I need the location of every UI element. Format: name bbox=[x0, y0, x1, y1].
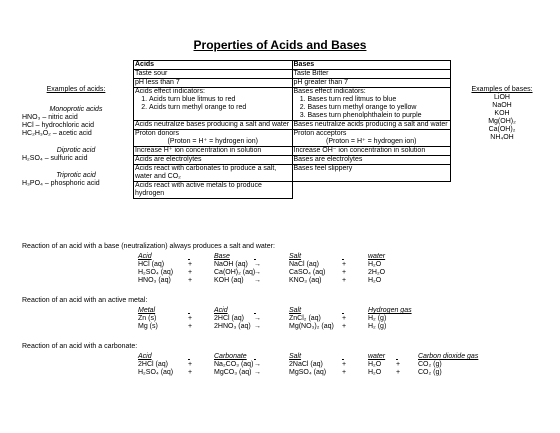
reaction-term: H₂SO₄ (aq) bbox=[138, 369, 174, 376]
reaction-column bbox=[418, 353, 478, 377]
reaction-term: + bbox=[188, 269, 193, 276]
acid-example: HNO₃ – nitric acid bbox=[22, 114, 78, 121]
reaction-term: → bbox=[254, 323, 261, 330]
acid-group bbox=[22, 106, 130, 138]
acid-property bbox=[134, 88, 293, 121]
reaction-column-header bbox=[188, 353, 192, 361]
reaction-column bbox=[138, 253, 173, 285]
reaction-term: H₂O bbox=[368, 261, 382, 268]
acid-example: HC₂H₃O₂ – acetic acid bbox=[22, 130, 92, 137]
reaction-term: H₂ (g) bbox=[368, 315, 387, 322]
indicator-item: 3. Bases turn phenolphthalein to purple bbox=[308, 112, 450, 120]
reaction-term: NaOH (aq) bbox=[214, 261, 248, 268]
property-text: Taste Bitter bbox=[293, 70, 329, 77]
page-title: Properties of Acids and Bases bbox=[193, 38, 367, 52]
property-text: Proton donors bbox=[135, 130, 179, 137]
reaction-column-header: Acid bbox=[138, 353, 152, 360]
reaction-title: Reaction of an acid with a base (neutralization) always produces a salt and water: bbox=[22, 243, 275, 250]
reaction-term: + bbox=[342, 323, 347, 330]
reaction-column bbox=[214, 253, 255, 285]
reaction-term: + bbox=[396, 361, 401, 368]
acid-group bbox=[22, 172, 130, 188]
reaction-term: + bbox=[342, 361, 347, 368]
reaction-term: 2HCl (aq) bbox=[138, 361, 168, 368]
property-text: pH less than 7 bbox=[135, 79, 180, 86]
reaction-term: + bbox=[342, 261, 347, 268]
acids-header: Acids bbox=[134, 61, 293, 70]
property-text: Acids react with carbonates to produce a salt, water and CO₂ bbox=[135, 165, 277, 180]
acid-examples-heading: Examples of acids: bbox=[46, 86, 106, 93]
reaction-term: + bbox=[188, 277, 193, 284]
reaction-term: ZnCl₂ (aq) bbox=[289, 315, 321, 322]
reaction-term: CaSO₄ (aq) bbox=[289, 269, 326, 276]
reaction-term: KOH (aq) bbox=[214, 277, 244, 284]
property-text: Bases are electrolytes bbox=[293, 156, 363, 163]
reaction-term: + bbox=[342, 369, 347, 376]
reaction-column bbox=[214, 307, 251, 331]
reaction-column-header: Carbon dioxide gas bbox=[418, 353, 479, 360]
table-row bbox=[134, 165, 451, 182]
reaction-term: + bbox=[188, 315, 193, 322]
reaction-term: → bbox=[254, 369, 261, 376]
reaction-term: MgSO₄ (aq) bbox=[289, 369, 327, 376]
bases-header: Bases bbox=[292, 61, 451, 70]
reaction-column-header: Salt bbox=[289, 307, 302, 314]
reaction-term: H₂O bbox=[368, 277, 382, 284]
table-row bbox=[134, 70, 451, 79]
reaction-column bbox=[342, 253, 346, 285]
table-row bbox=[134, 79, 451, 88]
reaction-column-header bbox=[254, 253, 261, 261]
reaction-term: HNO₃ (aq) bbox=[138, 277, 171, 284]
property-text: Acids react with active metals to produce hydrogen bbox=[135, 182, 262, 197]
property-text: Increase OH⁻ ion concentration in solution bbox=[293, 147, 426, 154]
reaction-column bbox=[289, 253, 325, 285]
reaction-column bbox=[254, 253, 261, 285]
acid-property bbox=[134, 130, 293, 147]
reaction-term: + bbox=[188, 261, 193, 268]
acid-group bbox=[22, 147, 130, 163]
property-text: Acids neutralize bases producing a salt and water bbox=[135, 121, 290, 128]
property-text: Proton acceptors bbox=[293, 130, 347, 137]
acid-property bbox=[134, 182, 293, 199]
property-text: Bases feel slippery bbox=[293, 165, 353, 172]
acid-group-name: Monoprotic acids bbox=[49, 106, 103, 113]
base-property bbox=[292, 79, 451, 88]
reaction-column bbox=[396, 353, 400, 377]
reaction-column-header bbox=[342, 307, 346, 315]
reaction-column-header: Base bbox=[214, 253, 230, 260]
table-row bbox=[134, 147, 451, 156]
property-text: pH greater than 7 bbox=[293, 79, 348, 86]
reaction-column bbox=[188, 253, 192, 285]
reaction-term: H₂SO₄ (aq) bbox=[138, 269, 174, 276]
reaction-term: + bbox=[342, 277, 347, 284]
reaction-term: → bbox=[254, 277, 261, 284]
reaction-term: Mg(NO₃)₂ (aq) bbox=[289, 323, 334, 330]
reaction-term: 2HCl (aq) bbox=[214, 315, 244, 322]
indicator-title: Acids effect indicators: bbox=[135, 88, 205, 95]
reaction-term: 2HNO₃ (aq) bbox=[214, 323, 251, 330]
base-example: NaOH bbox=[492, 102, 512, 109]
indicator-title: Bases effect indicators: bbox=[293, 88, 366, 95]
properties-table bbox=[133, 60, 451, 199]
reaction-term: MgCO₃ (aq) bbox=[214, 369, 252, 376]
acid-property bbox=[134, 156, 293, 165]
reaction-column bbox=[368, 353, 385, 377]
reaction-term: + bbox=[342, 315, 347, 322]
reaction-column-header bbox=[188, 253, 192, 261]
acid-example: H₂SO₄ – sulfuric acid bbox=[22, 155, 88, 162]
base-example: Ca(OH)₂ bbox=[488, 126, 516, 133]
reaction-term: HCl (aq) bbox=[138, 261, 165, 268]
base-example: Mg(OH)₂ bbox=[488, 118, 516, 125]
acid-property bbox=[134, 79, 293, 88]
reaction-column bbox=[368, 253, 385, 285]
reaction-column-header bbox=[188, 307, 192, 315]
base-property bbox=[292, 130, 451, 147]
reaction-column-header: Hydrogen gas bbox=[368, 307, 412, 314]
indicator-item: 1. Bases turn red litmus to blue bbox=[308, 96, 450, 104]
reaction-term: CO₂ (g) bbox=[418, 369, 442, 376]
indicator-list bbox=[135, 96, 291, 112]
base-property bbox=[292, 70, 451, 79]
reaction-term: 2NaCl (aq) bbox=[289, 361, 323, 368]
reaction-column bbox=[342, 353, 346, 377]
acid-example: H₃PO₄ – phosphoric acid bbox=[22, 180, 100, 187]
reaction-column-header: water bbox=[368, 253, 386, 260]
acid-property bbox=[134, 147, 293, 156]
table-row bbox=[134, 182, 451, 199]
acid-property bbox=[134, 165, 293, 182]
reaction-column bbox=[289, 307, 334, 331]
reaction-column-header: water bbox=[368, 353, 386, 360]
table-row bbox=[134, 156, 451, 165]
acid-property bbox=[134, 121, 293, 130]
acid-examples bbox=[22, 86, 130, 197]
reaction-term: + bbox=[188, 361, 193, 368]
indicator-item: 2. Bases turn methyl orange to yellow bbox=[308, 104, 450, 112]
base-examples bbox=[452, 86, 552, 142]
reaction-column-header: Salt bbox=[289, 353, 302, 360]
reaction-title: Reaction of an acid with a carbonate: bbox=[22, 343, 138, 350]
table-row bbox=[134, 88, 451, 121]
reaction-column bbox=[254, 353, 261, 377]
reaction-column-header bbox=[396, 353, 400, 361]
reaction-term: H₂O bbox=[368, 361, 382, 368]
reaction-term: Zn (s) bbox=[138, 315, 157, 322]
indicator-item: 2. Acids turn methyl orange to red bbox=[149, 104, 291, 112]
reaction-term: → bbox=[254, 269, 261, 276]
reaction-term: + bbox=[396, 369, 401, 376]
table-row bbox=[134, 121, 451, 130]
acid-example: HCl – hydrochloric acid bbox=[22, 122, 94, 129]
reaction-term: + bbox=[188, 323, 193, 330]
reaction-term: H₂ (g) bbox=[368, 323, 387, 330]
reaction-column-header: Metal bbox=[138, 307, 156, 314]
reaction-column bbox=[188, 307, 192, 331]
property-text: Acids are electrolytes bbox=[135, 156, 202, 163]
base-example: NH₄OH bbox=[490, 134, 514, 141]
reaction-column-header: Acid bbox=[214, 307, 228, 314]
reaction-term: + bbox=[188, 369, 193, 376]
reaction-column bbox=[289, 353, 326, 377]
reaction-column bbox=[188, 353, 192, 377]
base-example: LiOH bbox=[494, 94, 510, 101]
reaction-column bbox=[138, 353, 173, 377]
reaction-column bbox=[138, 307, 158, 331]
reaction-term: 2H₂O bbox=[368, 269, 386, 276]
base-property bbox=[292, 147, 451, 156]
reaction-column bbox=[342, 307, 346, 331]
reaction-column-header bbox=[254, 307, 261, 315]
reaction-column-header bbox=[254, 353, 261, 361]
reaction-title: Reaction of an acid with an active metal: bbox=[22, 297, 148, 304]
reaction-term: H₂O bbox=[368, 369, 382, 376]
acid-property bbox=[134, 70, 293, 79]
property-text: Bases neutralize acids producing a salt and water bbox=[293, 121, 448, 128]
reaction-column bbox=[254, 307, 261, 331]
reaction-column-header: Acid bbox=[138, 253, 152, 260]
reaction-column bbox=[368, 307, 412, 331]
reaction-term: → bbox=[254, 361, 261, 368]
reaction-column-header bbox=[342, 353, 346, 361]
base-example: KOH bbox=[494, 110, 510, 117]
base-property bbox=[292, 182, 451, 199]
property-note: (Proton = H⁺ = hydrogen ion) bbox=[167, 138, 258, 145]
reaction-column-header: Salt bbox=[289, 253, 302, 260]
table-row bbox=[134, 130, 451, 147]
reaction-term: + bbox=[342, 269, 347, 276]
property-note: (Proton = H⁺ = hydrogen ion) bbox=[326, 138, 417, 145]
base-property bbox=[292, 156, 451, 165]
property-text: Increase H⁺ ion concentration in solution bbox=[135, 147, 262, 154]
base-property bbox=[292, 88, 451, 121]
reaction-term: Na₂CO₃ (aq) bbox=[214, 361, 254, 368]
acid-group-name: Triprotic acid bbox=[56, 172, 96, 179]
base-property bbox=[292, 165, 451, 182]
reaction-term: → bbox=[254, 261, 261, 268]
reaction-column bbox=[214, 353, 253, 377]
base-property bbox=[292, 121, 451, 130]
reaction-term: CO₂ (g) bbox=[418, 361, 442, 368]
indicator-item: 1. Acids turn blue litmus to red bbox=[149, 96, 291, 104]
acid-group-name: Diprotic acid bbox=[56, 147, 96, 154]
reaction-term: NaCl (aq) bbox=[289, 261, 319, 268]
reaction-term: Ca(OH)₂ (aq) bbox=[214, 269, 256, 276]
property-text: Taste sour bbox=[135, 70, 168, 77]
reaction-term: Mg (s) bbox=[138, 323, 158, 330]
reaction-column-header bbox=[342, 253, 346, 261]
reaction-term: KNO₃ (aq) bbox=[289, 277, 322, 284]
indicator-list bbox=[294, 96, 450, 120]
reaction-term: → bbox=[254, 315, 261, 322]
base-examples-heading: Examples of bases: bbox=[471, 86, 533, 93]
reaction-column-header: Carbonate bbox=[214, 353, 247, 360]
